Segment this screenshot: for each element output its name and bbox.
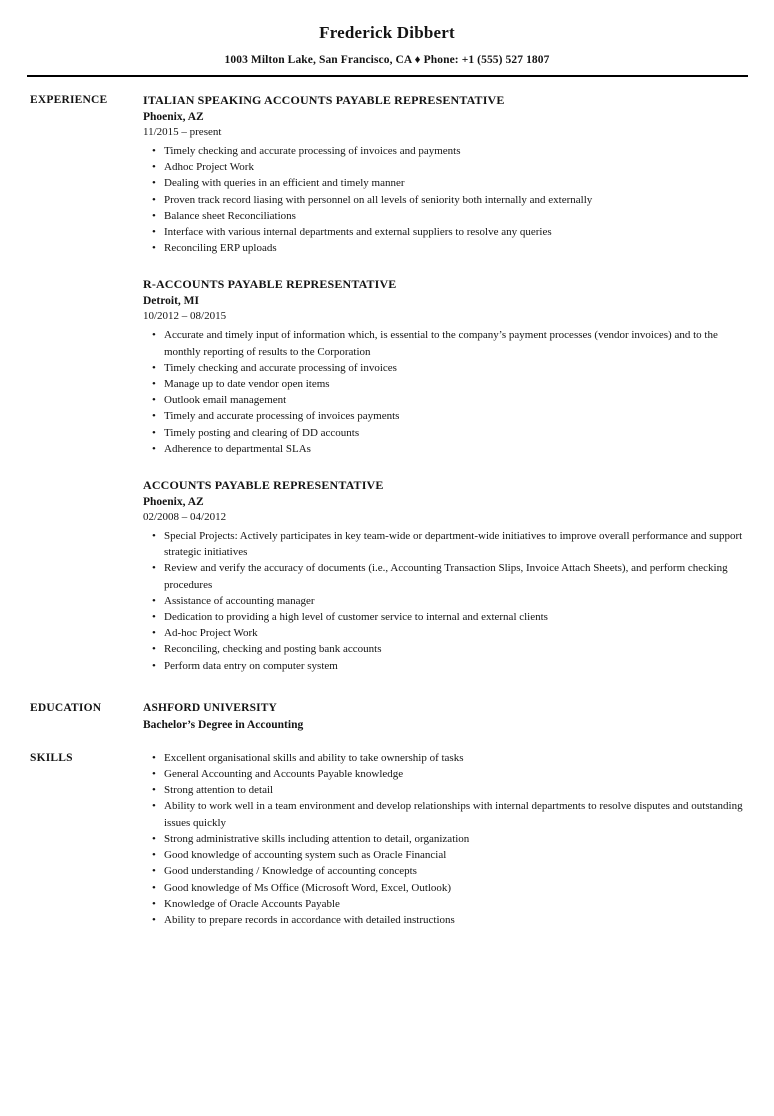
- job-dates: 11/2015 – present: [143, 126, 222, 138]
- skill-bullet: • Knowledge of Oracle Accounts Payable: [164, 896, 748, 912]
- job-title: ACCOUNTS PAYABLE REPRESENTATIVE: [143, 478, 384, 493]
- skill-bullet: • Excellent organisational skills and ability to take ownership of tasks: [164, 750, 748, 766]
- job-bullet: • Reconciling ERP uploads: [164, 240, 748, 256]
- skill-bullet: • Good understanding / Knowledge of accounting concepts: [164, 863, 748, 879]
- education-section-content: [143, 700, 748, 734]
- job-bullet: • Timely checking and accurate processing of invoices and payments: [164, 143, 748, 159]
- job-bullet: • Assistance of accounting manager: [164, 593, 748, 609]
- job-location: Phoenix, AZ: [143, 111, 204, 123]
- job-bullet: • Adhoc Project Work: [164, 159, 748, 175]
- job-bullet: • Interface with various internal departments and external suppliers to resolve any queries: [164, 224, 748, 240]
- school-name: ASHFORD UNIVERSITY: [143, 701, 278, 714]
- job-entry-2: [143, 276, 748, 457]
- education-section: [30, 700, 748, 734]
- job-bullet: • Reconciling, checking and posting bank accounts: [164, 641, 748, 657]
- job-bullet: • Outlook email management: [164, 392, 748, 408]
- job-dates: 10/2012 – 08/2015: [143, 310, 227, 323]
- job-bullet: • Timely checking and accurate processing of invoices: [164, 360, 748, 376]
- degree-name: Bachelor’s Degree in Accounting: [143, 718, 304, 731]
- job-entry-1: [143, 92, 748, 256]
- job-bullet: • Dealing with queries in an efficient and timely manner: [164, 175, 748, 191]
- job-bullet-list: [143, 327, 748, 457]
- skill-bullet: • Strong administrative skills including attention to detail, organization: [164, 831, 748, 847]
- job-location: Phoenix, AZ: [143, 496, 204, 509]
- job-dates: 02/2008 – 04/2012: [143, 511, 227, 524]
- skills-section-label: SKILLS: [30, 751, 73, 764]
- job-bullet-list: [143, 143, 748, 256]
- education-section-label: EDUCATION: [30, 701, 102, 714]
- job-bullet: • Manage up to date vendor open items: [164, 376, 748, 392]
- skill-bullet: • Good knowledge of accounting system such as Oracle Financial: [164, 847, 748, 863]
- contact-line: 1003 Milton Lake, San Francisco, CA ♦ Phone: +1 (555) 527 1807: [224, 54, 550, 66]
- job-bullet: • Proven track record liasing with personnel on all levels of seniority both internally and externally: [164, 192, 748, 208]
- job-title: R-ACCOUNTS PAYABLE REPRESENTATIVE: [143, 277, 397, 292]
- job-bullet: • Review and verify the accuracy of documents (i.e., Accounting Transaction Slips, Invoice Attach Sheets), and perform checking procedures: [164, 560, 748, 592]
- job-bullet: • Dedication to providing a high level of customer service to internal and external clients: [164, 609, 748, 625]
- experience-section-label: EXPERIENCE: [30, 94, 108, 106]
- skills-bullet-list: [143, 750, 748, 928]
- job-bullet: • Ad-hoc Project Work: [164, 625, 748, 641]
- person-name: Frederick Dibbert: [319, 23, 455, 42]
- job-location: Detroit, MI: [143, 295, 199, 308]
- skill-bullet: • Ability to prepare records in accordance with detailed instructions: [164, 912, 748, 928]
- job-bullet: • Special Projects: Actively participates in key team-wide or department-wide initiatives to improve overall performance and support strategic initiatives: [164, 528, 748, 560]
- skills-section: [30, 750, 748, 928]
- job-bullet: • Accurate and timely input of information which, is essential to the company’s payment processes (vendor invoices) and to the monthly reporting of results to the Corporation: [164, 327, 748, 359]
- experience-section: [30, 92, 748, 674]
- job-bullet: • Timely and accurate processing of invoices payments: [164, 408, 748, 424]
- skill-bullet: • Strong attention to detail: [164, 782, 748, 798]
- skill-bullet: • Good knowledge of Ms Office (Microsoft Word, Excel, Outlook): [164, 880, 748, 896]
- job-bullet: • Adherence to departmental SLAs: [164, 441, 748, 457]
- resume-header: [0, 0, 774, 67]
- skill-bullet: • General Accounting and Accounts Payable knowledge: [164, 766, 748, 782]
- job-title: ITALIAN SPEAKING ACCOUNTS PAYABLE REPRESENTATIVE: [143, 93, 505, 107]
- skills-section-content: [143, 750, 748, 928]
- job-bullet: • Timely posting and clearing of DD accounts: [164, 425, 748, 441]
- job-bullet-list: [143, 528, 748, 674]
- skill-bullet: • Ability to work well in a team environment and develop relationships with internal departments to resolve disputes and outstanding issues quickly: [164, 798, 748, 830]
- job-bullet: • Balance sheet Reconciliations: [164, 208, 748, 224]
- experience-section-content: [143, 92, 748, 674]
- job-bullet: • Perform data entry on computer system: [164, 658, 748, 674]
- resume-body: [0, 77, 774, 928]
- job-entry-3: [143, 477, 748, 674]
